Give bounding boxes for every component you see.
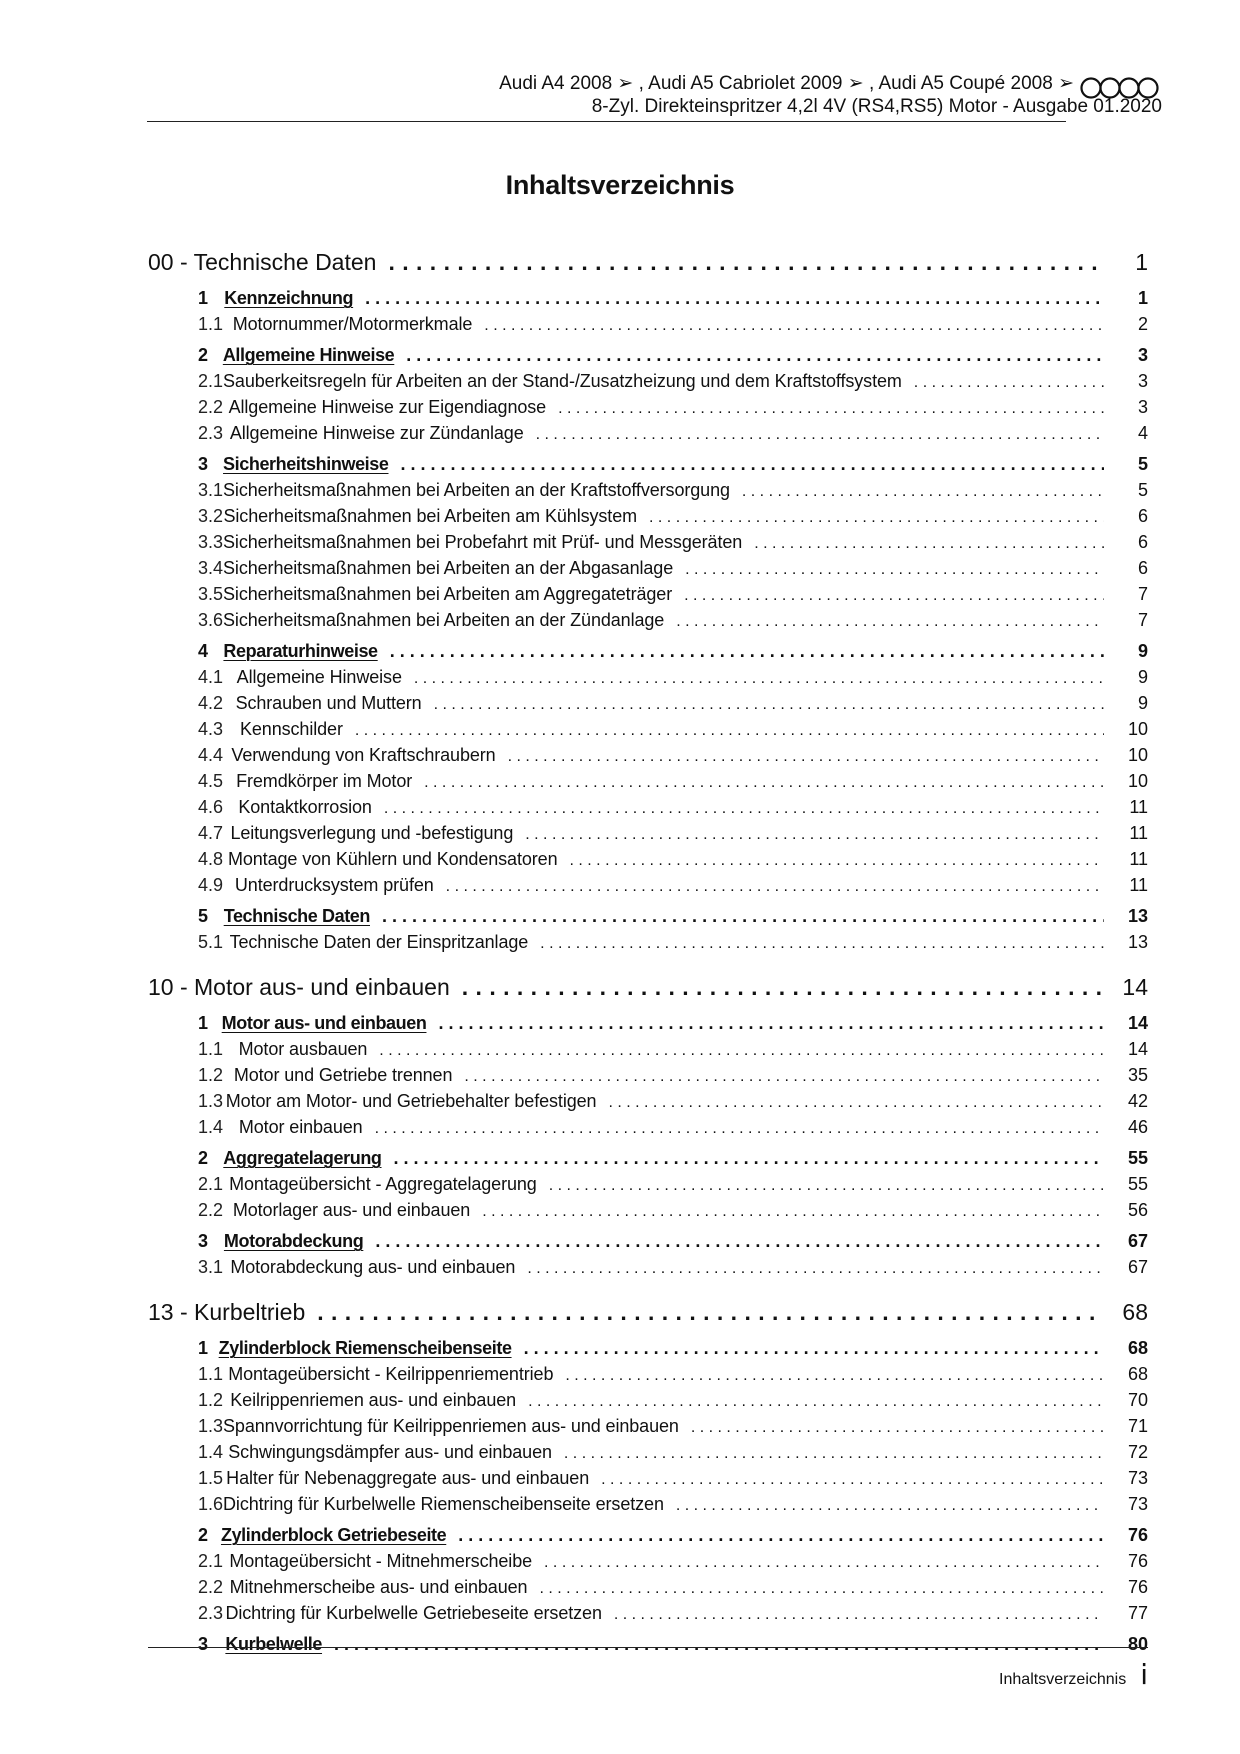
toc-sub-row[interactable] bbox=[148, 1413, 1148, 1439]
table-of-contents bbox=[148, 244, 1148, 1657]
toc-entry-title: Sicherheitsmaßnahmen bei Arbeiten an der Zündanlage bbox=[223, 610, 665, 630]
toc-entry-number: 1.5 bbox=[198, 1468, 224, 1488]
toc-entry-title: Dichtring für Kurbelwelle Getriebeseite ersetzen bbox=[225, 1603, 602, 1623]
toc-entry-number: 3 bbox=[198, 1634, 209, 1654]
toc-entry-number: 4.2 bbox=[198, 693, 224, 713]
toc-sub-row[interactable] bbox=[148, 555, 1148, 581]
toc-entry-number: 1 bbox=[198, 1013, 209, 1033]
toc-entry-title: Kennzeichnung bbox=[224, 288, 354, 308]
toc-dot-leader bbox=[388, 244, 1104, 280]
toc-dot-leader bbox=[649, 505, 1104, 531]
toc-entry-number: 4.8 bbox=[198, 849, 224, 869]
toc-sub-row[interactable] bbox=[148, 794, 1148, 820]
toc-page-number: 6 bbox=[1137, 532, 1148, 552]
toc-page-number: 46 bbox=[1127, 1117, 1148, 1137]
toc-dot-leader bbox=[614, 1602, 1104, 1628]
toc-entry-title: Montageübersicht - Aggregatelagerung bbox=[229, 1174, 537, 1194]
toc-entry-title: Allgemeine Hinweise bbox=[236, 667, 402, 687]
toc-section-row[interactable] bbox=[148, 451, 1148, 477]
toc-sub-row[interactable] bbox=[148, 1197, 1148, 1223]
toc-page-number: 1 bbox=[1137, 288, 1148, 308]
toc-entry-title: Motor und Getriebe trennen bbox=[233, 1065, 453, 1085]
toc-page-number: 73 bbox=[1127, 1468, 1148, 1488]
toc-dot-leader bbox=[540, 931, 1104, 957]
toc-page-number: 4 bbox=[1137, 423, 1148, 443]
toc-entry-number: 3.4 bbox=[198, 558, 224, 578]
toc-entry-title: Sicherheitshinweise bbox=[223, 454, 389, 474]
toc-entry-title: Motorlager aus- und einbauen bbox=[232, 1200, 471, 1220]
toc-entry-title: 13 - Kurbeltrieb bbox=[148, 1299, 306, 1325]
toc-dot-leader bbox=[549, 1173, 1104, 1199]
toc-dot-leader bbox=[462, 969, 1104, 1005]
toc-entry-title: Montageübersicht - Mitnehmerscheibe bbox=[229, 1551, 533, 1571]
toc-dot-leader bbox=[375, 1228, 1104, 1254]
toc-dot-leader bbox=[458, 1522, 1104, 1548]
toc-sub-row[interactable] bbox=[148, 581, 1148, 607]
toc-section-row[interactable] bbox=[148, 1228, 1148, 1254]
toc-page-number: 14 bbox=[1127, 1039, 1148, 1059]
toc-dot-leader bbox=[401, 451, 1105, 477]
toc-section-row[interactable] bbox=[148, 1631, 1148, 1657]
toc-sub-row[interactable] bbox=[148, 1254, 1148, 1280]
toc-section-row[interactable] bbox=[148, 1010, 1148, 1036]
toc-entry-number: 2.3 bbox=[198, 423, 224, 443]
toc-page-number: 1 bbox=[1135, 249, 1148, 275]
toc-entry-number: 1 bbox=[198, 1338, 209, 1358]
toc-sub-row[interactable] bbox=[148, 664, 1148, 690]
toc-page-number: 11 bbox=[1129, 875, 1148, 895]
page-header bbox=[499, 72, 1162, 118]
toc-entry-title: Fremdkörper im Motor bbox=[236, 771, 413, 791]
toc-entry-title: Sicherheitsmaßnahmen bei Arbeiten am Kühlsystem bbox=[223, 506, 638, 526]
toc-entry-title: Technische Daten der Einspritzanlage bbox=[229, 932, 529, 952]
toc-entry-number: 1.2 bbox=[198, 1065, 224, 1085]
toc-sub-row[interactable] bbox=[148, 420, 1148, 446]
toc-dot-leader bbox=[508, 744, 1104, 770]
toc-entry-number: 4.7 bbox=[198, 823, 224, 843]
toc-sub-row[interactable] bbox=[148, 1088, 1148, 1114]
toc-entry-title: Sicherheitsmaßnahmen bei Arbeiten an der Kraftstoffversorgung bbox=[223, 480, 730, 500]
toc-dot-leader bbox=[914, 370, 1104, 396]
toc-entry-title: Motornummer/Motormerkmale bbox=[232, 314, 473, 334]
toc-dot-leader bbox=[424, 770, 1104, 796]
toc-page-number: 7 bbox=[1137, 584, 1148, 604]
toc-chapter-row[interactable] bbox=[148, 244, 1148, 280]
toc-entry-title: Leitungsverlegung und -befestigung bbox=[230, 823, 514, 843]
toc-entry-title: Motorabdeckung aus- und einbauen bbox=[230, 1257, 516, 1277]
toc-dot-leader bbox=[482, 1199, 1104, 1225]
toc-dot-leader bbox=[544, 1550, 1104, 1576]
toc-entry-number: 4.4 bbox=[198, 745, 224, 765]
toc-section-row[interactable] bbox=[148, 285, 1148, 311]
toc-entry-title: Allgemeine Hinweise zur Eigendiagnose bbox=[228, 397, 547, 417]
toc-dot-leader bbox=[379, 1038, 1104, 1064]
toc-entry-title: Sicherheitsmaßnahmen bei Arbeiten am Aggregateträger bbox=[223, 584, 673, 604]
chapter-gap bbox=[148, 955, 1148, 969]
toc-sub-row[interactable] bbox=[148, 768, 1148, 794]
toc-entry-title: Keilrippenriemen aus- und einbauen bbox=[230, 1390, 517, 1410]
toc-entry-title: Sauberkeitsregeln für Arbeiten an der Stand-/Zusatzheizung und dem Kraftstoffsystem bbox=[223, 371, 902, 391]
header-vehicle-models: Audi A4 2008 ➢ , Audi A5 Cabriolet 2009 ➢ , Audi A5 Coupé 2008 ➢ bbox=[499, 73, 1074, 94]
toc-sub-row[interactable] bbox=[148, 1600, 1148, 1626]
toc-section-row[interactable] bbox=[148, 342, 1148, 368]
toc-sub-row[interactable] bbox=[148, 368, 1148, 394]
toc-page-number: 5 bbox=[1137, 454, 1148, 474]
toc-dot-leader bbox=[524, 1335, 1104, 1361]
toc-entry-title: Reparaturhinweise bbox=[223, 641, 378, 661]
toc-sub-row[interactable] bbox=[148, 477, 1148, 503]
toc-sub-row[interactable] bbox=[148, 311, 1148, 337]
toc-entry-title: Allgemeine Hinweise bbox=[222, 345, 395, 365]
toc-entry-title: Kontaktkorrosion bbox=[238, 797, 372, 817]
toc-page-number: 6 bbox=[1137, 506, 1148, 526]
toc-page-number: 2 bbox=[1137, 314, 1148, 334]
toc-page-number: 3 bbox=[1137, 345, 1148, 365]
toc-page-number: 55 bbox=[1127, 1174, 1148, 1194]
toc-entry-title: Schrauben und Muttern bbox=[235, 693, 422, 713]
toc-entry-title: Sicherheitsmaßnahmen bei Probefahrt mit Prüf- und Messgeräten bbox=[223, 532, 743, 552]
toc-dot-leader bbox=[365, 285, 1104, 311]
toc-entry-number: 2.1 bbox=[198, 371, 224, 391]
toc-dot-leader bbox=[414, 666, 1104, 692]
toc-page-number: 9 bbox=[1137, 693, 1148, 713]
toc-sub-row[interactable] bbox=[148, 503, 1148, 529]
toc-sub-row[interactable] bbox=[148, 1548, 1148, 1574]
toc-entry-number: 3 bbox=[198, 1231, 209, 1251]
toc-page-number: 9 bbox=[1137, 641, 1148, 661]
toc-page-number: 6 bbox=[1137, 558, 1148, 578]
toc-entry-number: 1.6 bbox=[198, 1494, 224, 1514]
toc-page-number: 68 bbox=[1127, 1364, 1148, 1384]
toc-entry-number: 1.3 bbox=[198, 1091, 224, 1111]
toc-sub-row[interactable] bbox=[148, 872, 1148, 898]
page-title: Inhaltsverzeichnis bbox=[505, 170, 735, 200]
toc-sub-row[interactable] bbox=[148, 846, 1148, 872]
toc-section-row[interactable] bbox=[148, 1145, 1148, 1171]
page-footer bbox=[999, 1658, 1148, 1691]
toc-page-number: 11 bbox=[1129, 849, 1148, 869]
toc-page-number: 72 bbox=[1127, 1442, 1148, 1462]
toc-section-row[interactable] bbox=[148, 1335, 1148, 1361]
toc-page-number: 70 bbox=[1127, 1390, 1148, 1410]
toc-entry-title: Technische Daten bbox=[223, 906, 370, 926]
toc-entry-title: Motor einbauen bbox=[238, 1117, 363, 1137]
toc-entry-title: Unterdrucksystem prüfen bbox=[234, 875, 434, 895]
toc-entry-number: 2 bbox=[198, 1525, 209, 1545]
toc-dot-leader bbox=[384, 796, 1104, 822]
toc-entry-number: 3.3 bbox=[198, 532, 224, 552]
toc-dot-leader bbox=[691, 1415, 1104, 1441]
toc-page-number: 10 bbox=[1127, 719, 1148, 739]
toc-page-number: 5 bbox=[1137, 480, 1148, 500]
toc-entry-title: Dichtring für Kurbelwelle Riemenscheibenseite ersetzen bbox=[223, 1494, 664, 1514]
toc-entry-number: 2.1 bbox=[198, 1174, 224, 1194]
toc-dot-leader bbox=[434, 692, 1104, 718]
toc-entry-title: Schwingungsdämpfer aus- und einbauen bbox=[228, 1442, 552, 1462]
toc-entry-number: 2 bbox=[198, 1148, 209, 1168]
toc-section-row[interactable] bbox=[148, 903, 1148, 929]
toc-dot-leader bbox=[375, 1116, 1104, 1142]
toc-entry-number: 1.4 bbox=[198, 1442, 224, 1462]
toc-dot-leader bbox=[754, 531, 1104, 557]
toc-entry-number: 2.2 bbox=[198, 1577, 224, 1597]
toc-entry-title: Motor aus- und einbauen bbox=[221, 1013, 427, 1033]
toc-page-number: 76 bbox=[1127, 1525, 1148, 1545]
toc-section-row[interactable] bbox=[148, 638, 1148, 664]
footer-rule bbox=[148, 1647, 1148, 1648]
toc-page-number: 10 bbox=[1127, 771, 1148, 791]
toc-dot-leader bbox=[684, 583, 1104, 609]
header-rule bbox=[147, 121, 1066, 122]
toc-dot-leader bbox=[382, 903, 1104, 929]
toc-sub-row[interactable] bbox=[148, 820, 1148, 846]
toc-sub-row[interactable] bbox=[148, 716, 1148, 742]
toc-entry-number: 4.3 bbox=[198, 719, 224, 739]
footer-label: Inhaltsverzeichnis bbox=[999, 1671, 1127, 1688]
toc-page-number: 73 bbox=[1127, 1494, 1148, 1514]
toc-entry-title: Kennschilder bbox=[239, 719, 343, 739]
toc-sub-row[interactable] bbox=[148, 1036, 1148, 1062]
toc-sub-row[interactable] bbox=[148, 929, 1148, 955]
toc-entry-title: Verwendung von Kraftschraubern bbox=[231, 745, 496, 765]
toc-sub-row[interactable] bbox=[148, 1171, 1148, 1197]
toc-dot-leader bbox=[527, 1256, 1104, 1282]
toc-sub-row[interactable] bbox=[148, 607, 1148, 633]
toc-entry-number: 4.1 bbox=[198, 667, 224, 687]
toc-dot-leader bbox=[334, 1631, 1104, 1657]
toc-dot-leader bbox=[539, 1576, 1104, 1602]
toc-section-row[interactable] bbox=[148, 1522, 1148, 1548]
toc-entry-number: 3 bbox=[198, 454, 209, 474]
toc-page-number: 67 bbox=[1127, 1231, 1148, 1251]
toc-dot-leader bbox=[446, 874, 1104, 900]
toc-entry-number: 3.5 bbox=[198, 584, 224, 604]
toc-dot-leader bbox=[438, 1010, 1104, 1036]
toc-entry-title: Sicherheitsmaßnahmen bei Arbeiten an der Abgasanlage bbox=[223, 558, 674, 578]
toc-entry-number: 2.2 bbox=[198, 1200, 224, 1220]
toc-page-number: 3 bbox=[1137, 397, 1148, 417]
toc-entry-number: 2.3 bbox=[198, 1603, 224, 1623]
audi-rings-logo-icon bbox=[1080, 76, 1162, 100]
toc-entry-title: Allgemeine Hinweise zur Zündanlage bbox=[229, 423, 524, 443]
toc-sub-row[interactable] bbox=[148, 1491, 1148, 1517]
toc-dot-leader bbox=[564, 1441, 1104, 1467]
toc-entry-number: 5 bbox=[198, 906, 209, 926]
toc-page-number: 3 bbox=[1137, 371, 1148, 391]
toc-entry-title: Montage von Kühlern und Kondensatoren bbox=[227, 849, 558, 869]
toc-page-number: 14 bbox=[1122, 974, 1148, 1000]
toc-entry-number: 4.5 bbox=[198, 771, 224, 791]
toc-dot-leader bbox=[558, 396, 1104, 422]
toc-sub-row[interactable] bbox=[148, 1574, 1148, 1600]
toc-sub-row[interactable] bbox=[148, 1439, 1148, 1465]
toc-page-number: 56 bbox=[1127, 1200, 1148, 1220]
toc-entry-number: 1.2 bbox=[198, 1390, 224, 1410]
toc-entry-title: Motorabdeckung bbox=[223, 1231, 364, 1251]
toc-dot-leader bbox=[676, 1493, 1104, 1519]
toc-sub-row[interactable] bbox=[148, 742, 1148, 768]
toc-page-number: 71 bbox=[1127, 1416, 1148, 1436]
toc-entry-number: 1 bbox=[198, 288, 209, 308]
toc-entry-title: Motor am Motor- und Getriebehalter befestigen bbox=[225, 1091, 597, 1111]
toc-entry-title: Zylinderblock Getriebeseite bbox=[220, 1525, 447, 1545]
toc-dot-leader bbox=[601, 1467, 1104, 1493]
toc-entry-number: 1.4 bbox=[198, 1117, 224, 1137]
toc-entry-number: 1.3 bbox=[198, 1416, 224, 1436]
toc-entry-title: Motor ausbauen bbox=[238, 1039, 368, 1059]
toc-dot-leader bbox=[394, 1145, 1104, 1171]
toc-page-number: 7 bbox=[1137, 610, 1148, 630]
toc-entry-number: 3.6 bbox=[198, 610, 224, 630]
toc-entry-number: 1.1 bbox=[198, 1039, 224, 1059]
toc-entry-title: Halter für Nebenaggregate aus- und einbauen bbox=[226, 1468, 590, 1488]
toc-sub-row[interactable] bbox=[148, 690, 1148, 716]
toc-entry-number: 1.1 bbox=[198, 1364, 224, 1384]
toc-sub-row[interactable] bbox=[148, 529, 1148, 555]
toc-dot-leader bbox=[317, 1294, 1104, 1330]
toc-dot-leader bbox=[406, 342, 1104, 368]
toc-sub-row[interactable] bbox=[148, 1062, 1148, 1088]
toc-sub-row[interactable] bbox=[148, 394, 1148, 420]
toc-dot-leader bbox=[355, 718, 1104, 744]
toc-entry-number: 3.1 bbox=[198, 1257, 224, 1277]
toc-sub-row[interactable] bbox=[148, 1361, 1148, 1387]
toc-entry-number: 1.1 bbox=[198, 314, 224, 334]
toc-dot-leader bbox=[608, 1090, 1104, 1116]
toc-entry-number: 3.1 bbox=[198, 480, 224, 500]
toc-entry-title: 10 - Motor aus- und einbauen bbox=[148, 974, 450, 1000]
toc-entry-number: 2.1 bbox=[198, 1551, 224, 1571]
toc-entry-number: 2 bbox=[198, 345, 209, 365]
toc-entry-number: 4 bbox=[198, 641, 209, 661]
toc-entry-title: Kurbelwelle bbox=[225, 1634, 323, 1654]
toc-sub-row[interactable] bbox=[148, 1465, 1148, 1491]
toc-dot-leader bbox=[685, 557, 1104, 583]
toc-entry-number: 4.6 bbox=[198, 797, 224, 817]
toc-page-number: 76 bbox=[1127, 1551, 1148, 1571]
toc-dot-leader bbox=[528, 1389, 1104, 1415]
header-engine-edition: 8-Zyl. Direkteinspritzer 4,2l 4V (RS4,RS5) Motor - Ausgabe 01.2020 bbox=[591, 96, 1162, 117]
toc-dot-leader bbox=[565, 1363, 1104, 1389]
toc-dot-leader bbox=[464, 1064, 1104, 1090]
toc-page-number: 10 bbox=[1127, 745, 1148, 765]
toc-dot-leader bbox=[570, 848, 1105, 874]
toc-entry-title: Aggregatelagerung bbox=[223, 1148, 382, 1168]
toc-entry-title: 00 - Technische Daten bbox=[148, 249, 377, 275]
toc-page-number: 68 bbox=[1127, 1338, 1148, 1358]
toc-dot-leader bbox=[525, 822, 1104, 848]
toc-page-number: 14 bbox=[1127, 1013, 1148, 1033]
chapter-gap bbox=[148, 1280, 1148, 1294]
toc-page-number: 77 bbox=[1127, 1603, 1148, 1623]
toc-dot-leader bbox=[484, 313, 1104, 339]
toc-entry-number: 2.2 bbox=[198, 397, 224, 417]
toc-page-number: 80 bbox=[1127, 1634, 1148, 1654]
toc-dot-leader bbox=[536, 422, 1104, 448]
toc-sub-row[interactable] bbox=[148, 1387, 1148, 1413]
toc-page-number: 13 bbox=[1127, 932, 1148, 952]
toc-entry-number: 3.2 bbox=[198, 506, 224, 526]
toc-sub-row[interactable] bbox=[148, 1114, 1148, 1140]
toc-entry-title: Mitnehmerscheibe aus- und einbauen bbox=[229, 1577, 528, 1597]
toc-dot-leader bbox=[742, 479, 1104, 505]
toc-page-number: 11 bbox=[1129, 823, 1148, 843]
toc-entry-title: Spannvorrichtung für Keilrippenriemen aus- und einbauen bbox=[223, 1416, 679, 1436]
toc-page-number: 11 bbox=[1129, 797, 1148, 817]
toc-page-number: 35 bbox=[1127, 1065, 1148, 1085]
toc-page-number: 9 bbox=[1137, 667, 1148, 687]
toc-page-number: 67 bbox=[1127, 1257, 1148, 1277]
toc-page-number: 68 bbox=[1122, 1299, 1148, 1325]
toc-chapter-row[interactable] bbox=[148, 1294, 1148, 1330]
toc-entry-title: Montageübersicht - Keilrippenriementrieb bbox=[228, 1364, 554, 1384]
toc-dot-leader bbox=[676, 609, 1104, 635]
toc-chapter-row[interactable] bbox=[148, 969, 1148, 1005]
toc-dot-leader bbox=[390, 638, 1104, 664]
toc-entry-number: 5.1 bbox=[198, 932, 224, 952]
footer-page-number: i bbox=[1140, 1658, 1148, 1691]
toc-page-number: 13 bbox=[1127, 906, 1148, 926]
toc-entry-title: Zylinderblock Riemenscheibenseite bbox=[218, 1338, 512, 1358]
toc-page-number: 55 bbox=[1127, 1148, 1148, 1168]
toc-entry-number: 4.9 bbox=[198, 875, 224, 895]
toc-page-number: 76 bbox=[1127, 1577, 1148, 1597]
toc-page-number: 42 bbox=[1127, 1091, 1148, 1111]
